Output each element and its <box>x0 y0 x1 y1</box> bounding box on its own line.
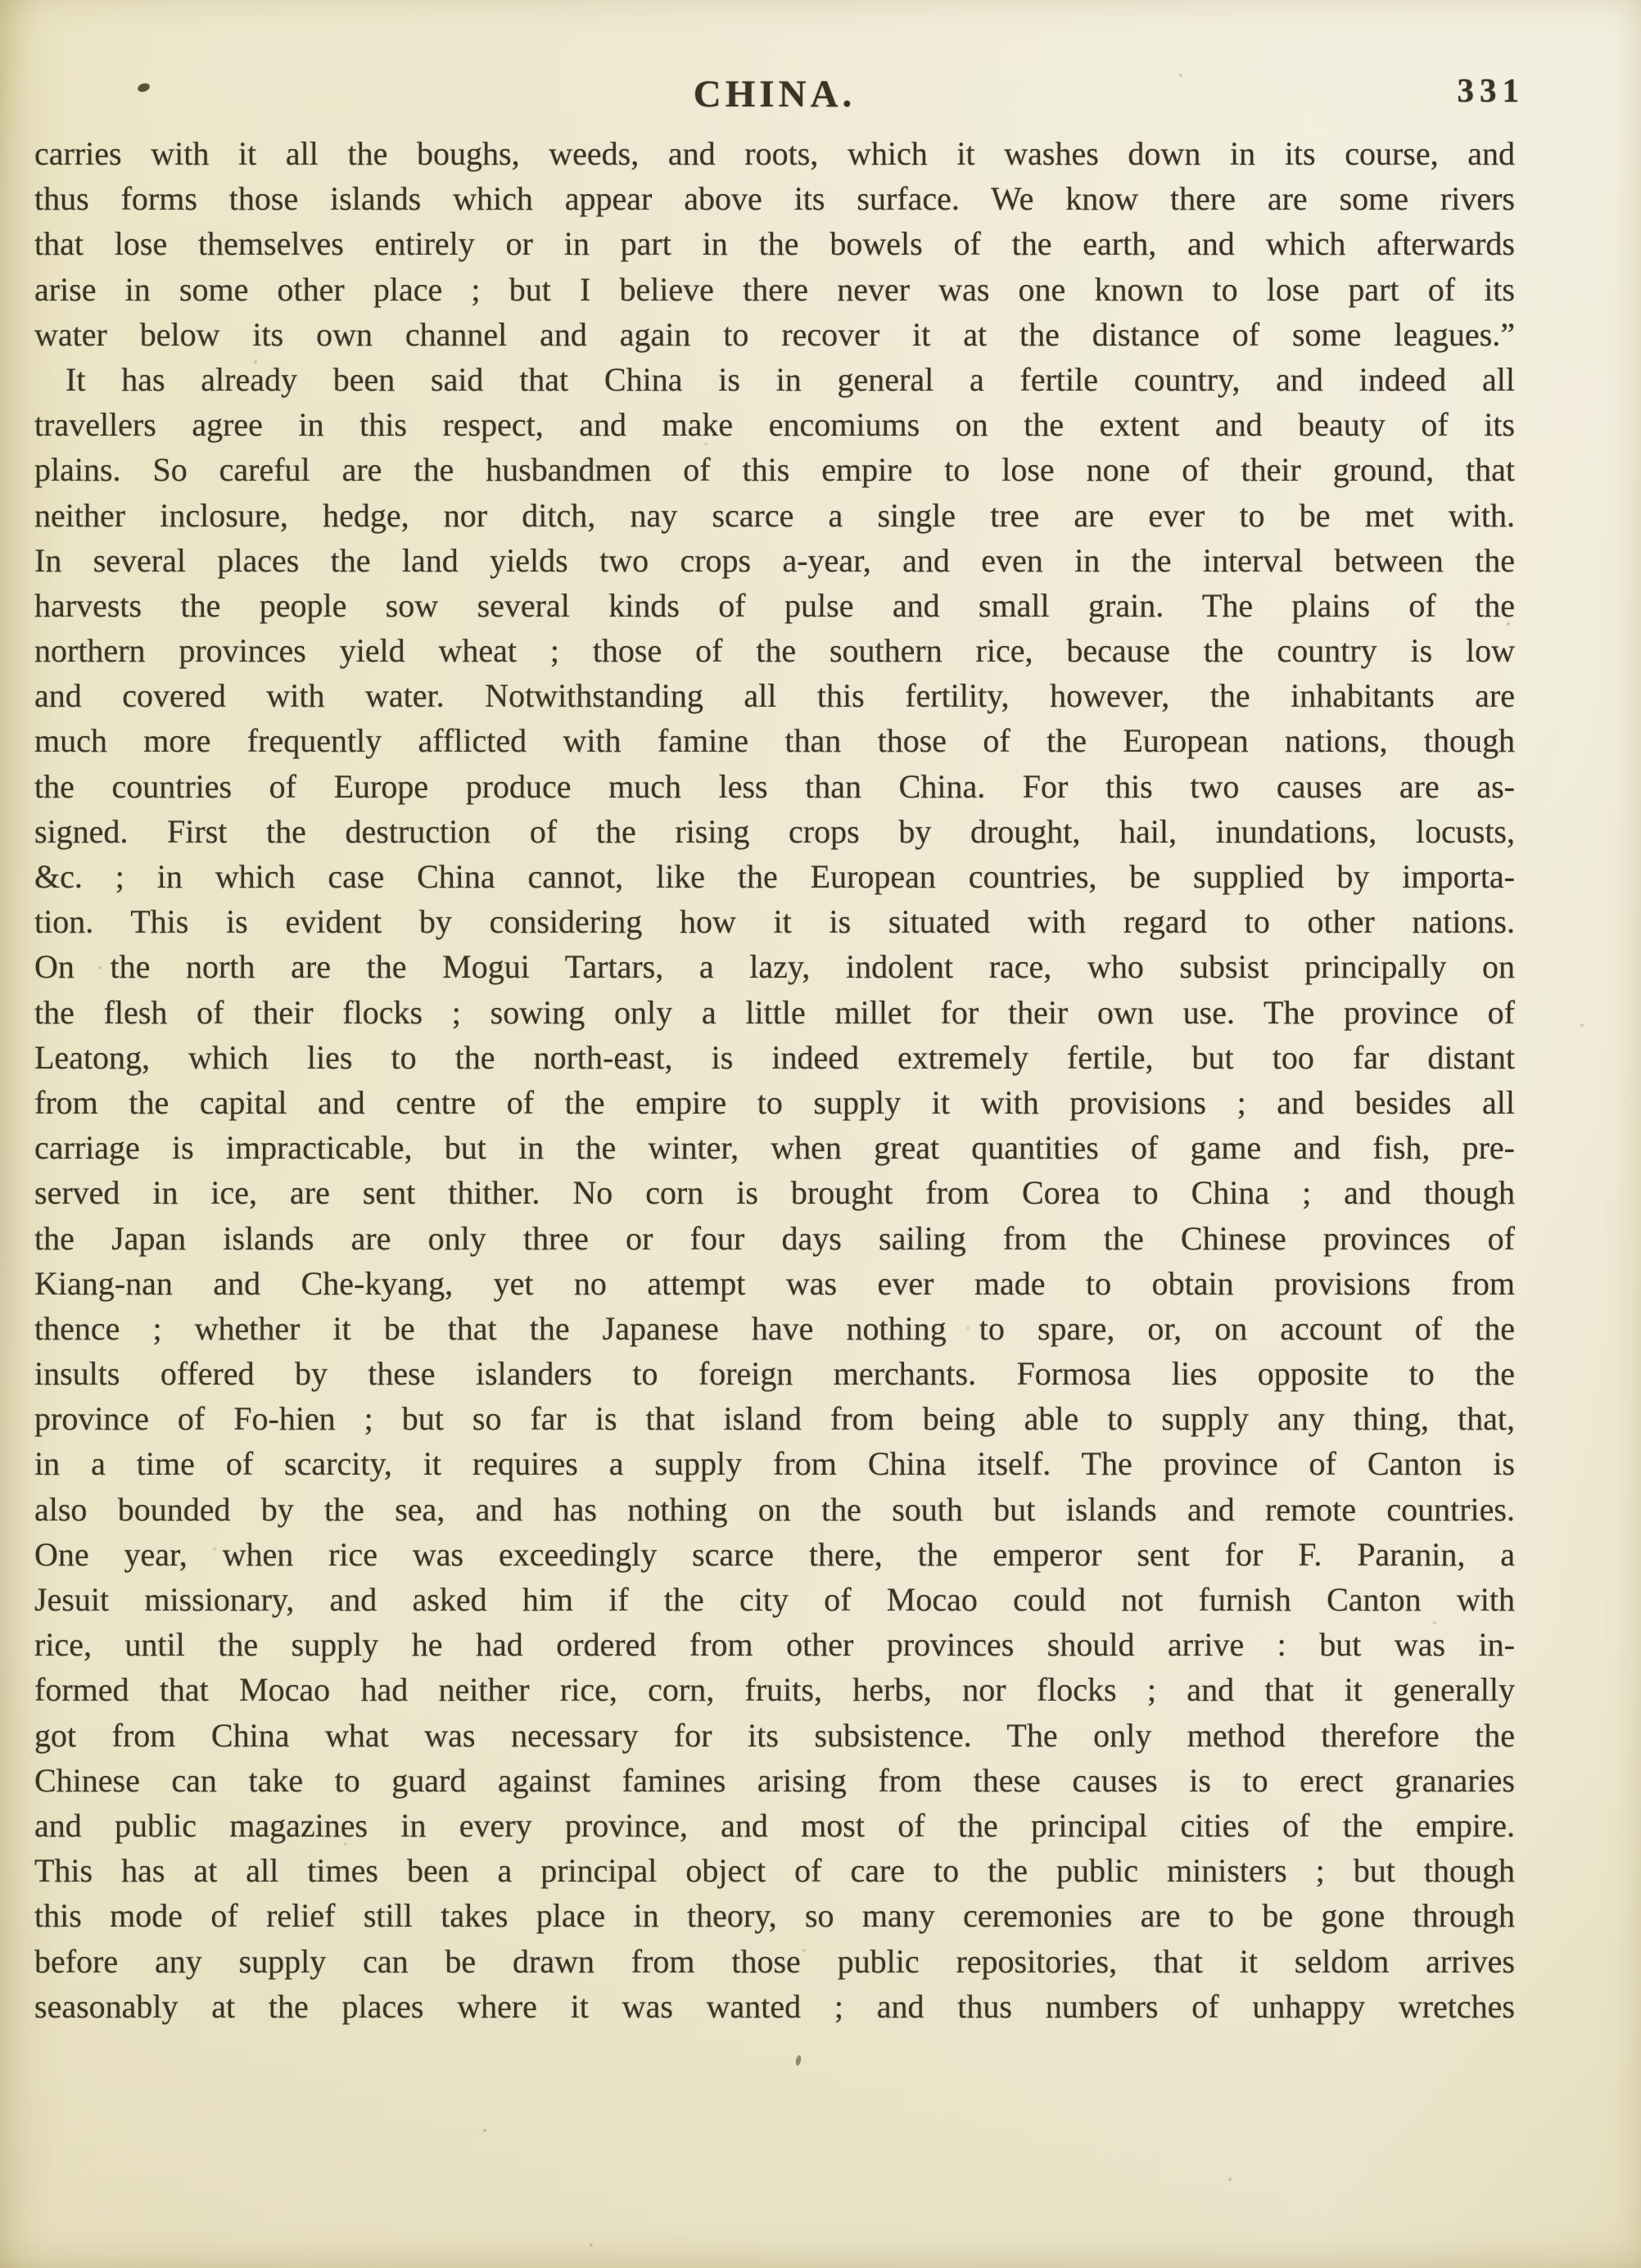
text-line: formed that Mocao had neither rice, corn, fruits, herbs, nor flocks ; and that it generally <box>34 1671 1515 1709</box>
text-line: Chinese can take to guard against famines arising from these causes is to erect granaries <box>34 1761 1515 1799</box>
text-line: the countries of Europe produce much less than China. For this two causes are as- <box>34 767 1515 805</box>
text-line: This has at all times been a principal object of care to the public ministers ; but though <box>34 1852 1515 1890</box>
text-line: &c. ; in which case China cannot, like the European countries, be supplied by importa- <box>34 858 1515 895</box>
text-line: carries with it all the boughs, weeds, and roots, which it washes down in its course, and <box>34 135 1515 172</box>
body-text <box>34 131 1515 2029</box>
text-line: Kiang-nan and Che-kyang, yet no attempt was ever made to obtain provisions from <box>34 1264 1515 1302</box>
text-line: Leatong, which lies to the north-east, is indeed extremely fertile, but too far distant <box>34 1038 1515 1076</box>
text-line: this mode of relief still takes place in theory, so many ceremonies are to be gone through <box>34 1897 1515 1935</box>
text-line: water below its own channel and again to recover it at the distance of some leagues.” <box>34 315 1515 353</box>
text-line: plains. So careful are the husbandmen of this empire to lose none of their ground, that <box>34 451 1515 489</box>
text-line: rice, until the supply he had ordered from other provinces should arrive : but was in- <box>34 1626 1515 1664</box>
text-line: that lose themselves entirely or in part in the bowels of the earth, and which afterwards <box>34 225 1515 263</box>
text-line: before any supply can be drawn from those public repositories, that it seldom arrives <box>34 1942 1515 1980</box>
text-line: It has already been said that China is in general a fertile country, and indeed all <box>66 360 1515 398</box>
paper-fibers <box>0 0 3 3</box>
text-line: also bounded by the sea, and has nothing on the south but islands and remote countries. <box>34 1490 1515 1528</box>
text-line: Jesuit missionary, and asked him if the city of Mocao could not furnish Canton with <box>34 1581 1515 1618</box>
text-line: harvests the people sow several kinds of pulse and small grain. The plains of the <box>34 586 1515 624</box>
text-line: tion. This is evident by considering how it is situated with regard to other nations. <box>34 903 1515 941</box>
text-line: neither inclosure, hedge, nor ditch, nay scarce a single tree are ever to be met with. <box>34 496 1515 534</box>
text-line: travellers agree in this respect, and make encomiums on the extent and beauty of its <box>34 406 1515 444</box>
text-line: the Japan islands are only three or four days sailing from the Chinese provinces of <box>34 1219 1515 1257</box>
page-number: 331 <box>1457 71 1525 109</box>
text-line: One year, when rice was exceedingly scarce there, the emperor sent for F. Paranin, a <box>34 1535 1515 1573</box>
text-line: arise in some other place ; but I believe there never was one known to lose part of its <box>34 270 1515 308</box>
text-line: from the capital and centre of the empire to supply it with provisions ; and besides all <box>34 1083 1515 1121</box>
text-line: got from China what was necessary for its subsistence. The only method therefore the <box>34 1716 1515 1754</box>
text-line: insults offered by these islanders to foreign merchants. Formosa lies opposite to the <box>34 1355 1515 1393</box>
text-line: On the north are the Mogui Tartars, a lazy, indolent race, who subsist principally on <box>34 948 1515 986</box>
text-line: the flesh of their flocks ; sowing only a little millet for their own use. The province of <box>34 993 1515 1031</box>
text-line: thus forms those islands which appear above its surface. We know there are some rivers <box>34 180 1515 218</box>
running-head-row <box>34 72 1515 116</box>
text-line: in a time of scarcity, it requires a supply from China itself. The province of Canton is <box>34 1445 1515 1483</box>
running-head: CHINA. <box>693 73 857 115</box>
text-line: carriage is impracticable, but in the winter, when great quantities of game and fish, pre- <box>34 1129 1515 1167</box>
text-line: signed. First the destruction of the rising crops by drought, hail, inundations, locusts, <box>34 812 1515 850</box>
text-line: province of Fo-hien ; but so far is that island from being able to supply any thing, that, <box>34 1400 1515 1438</box>
text-line: and covered with water. Notwithstanding all this fertility, however, the inhabitants are <box>34 677 1515 715</box>
text-line: In several places the land yields two crops a-year, and even in the interval between the <box>34 541 1515 579</box>
ink-speck <box>795 2055 802 2067</box>
text-line: served in ice, are sent thither. No corn is brought from Corea to China ; and though <box>34 1174 1515 1212</box>
text-line: much more frequently afflicted with famine than those of the European nations, though <box>34 722 1515 760</box>
text-line: seasonably at the places where it was wanted ; and thus numbers of unhappy wretches <box>34 1987 1515 2025</box>
text-line: northern provinces yield wheat ; those of the southern rice, because the country is low <box>34 632 1515 670</box>
text-line: and public magazines in every province, and most of the principal cities of the empire. <box>34 1806 1515 1844</box>
text-line: thence ; whether it be that the Japanese have nothing to spare, or, on account of the <box>34 1309 1515 1347</box>
